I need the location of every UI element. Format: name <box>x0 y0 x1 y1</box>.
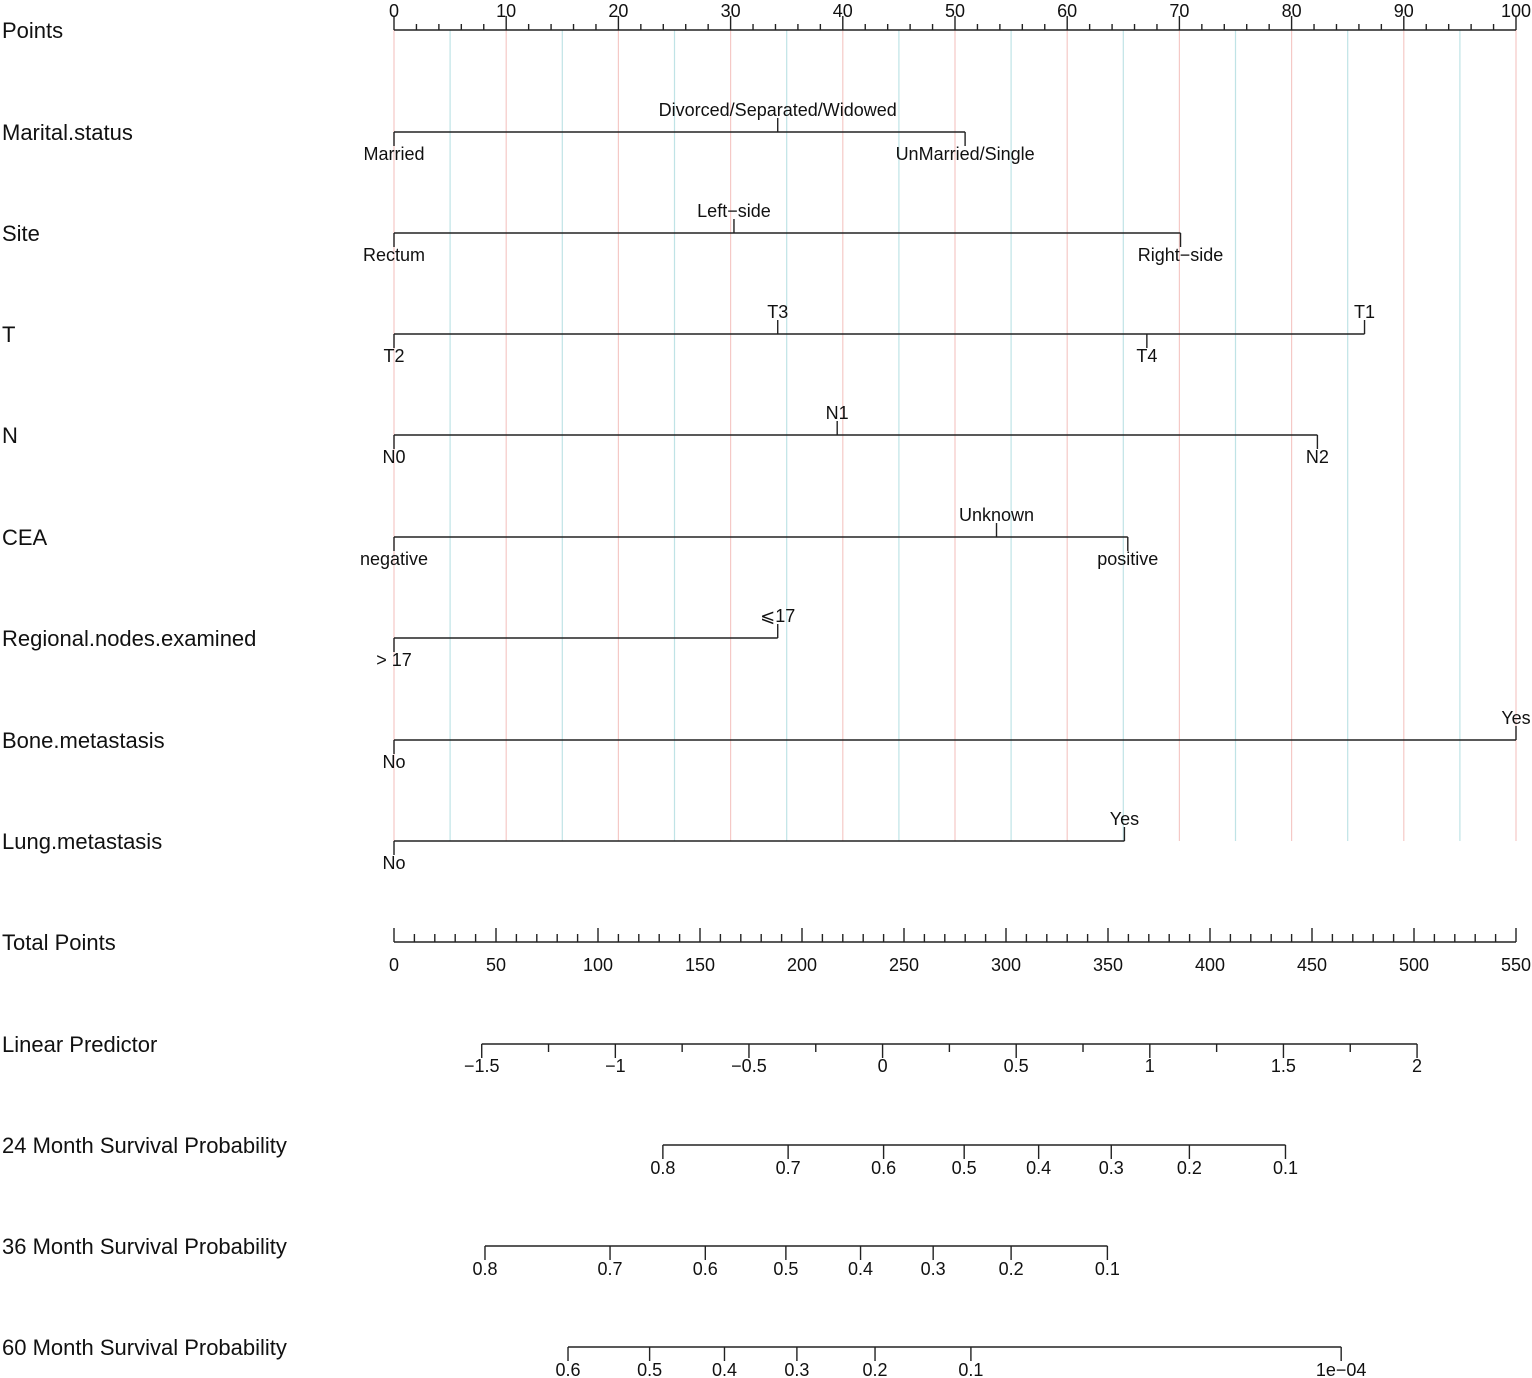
points-axis-tick-label: 90 <box>1393 1 1414 21</box>
variable-level-label: UnMarried/Single <box>895 144 1035 164</box>
variable-label: Bone.metastasis <box>2 728 165 753</box>
linear-predictor-tick-label: −1 <box>605 1056 626 1076</box>
variable-label: Marital.status <box>2 120 133 145</box>
variable-level-label: No <box>382 853 406 873</box>
points-axis-tick-label: 10 <box>496 1 517 21</box>
variable-level-label: Rectum <box>362 245 426 265</box>
linear-predictor-tick-label: −0.5 <box>731 1056 767 1076</box>
total-points-tick-label: 550 <box>1500 955 1532 975</box>
total-points-tick-label: 400 <box>1194 955 1226 975</box>
total-points-tick-label: 100 <box>582 955 614 975</box>
total-points-tick-label: 50 <box>485 955 507 975</box>
linear-predictor-tick-label: 0 <box>877 1056 888 1076</box>
survival-axis-tick-label: 0.2 <box>862 1360 888 1378</box>
points-axis-tick-label: 0 <box>388 1 400 21</box>
variable-label: N <box>2 423 18 448</box>
variable-level-label: Divorced/Separated/Widowed <box>658 100 897 120</box>
variable-level-label: N1 <box>825 403 849 423</box>
points-axis-tick-label: 30 <box>720 1 741 21</box>
variable-label: T <box>2 322 16 347</box>
variable-level-label: positive <box>1097 549 1159 569</box>
survival-axis-tick-label: 0.7 <box>597 1259 623 1279</box>
linear-predictor-tick-label: 2 <box>1412 1056 1423 1076</box>
survival-axis-tick-label: 0.4 <box>848 1259 874 1279</box>
survival-axis-tick-label: 0.3 <box>784 1360 810 1378</box>
survival-axis-tick-label: 0.3 <box>920 1259 946 1279</box>
total-points-tick-label: 500 <box>1398 955 1430 975</box>
survival-axis-label: 36 Month Survival Probability <box>2 1234 287 1259</box>
survival-axis-tick-label: 0.3 <box>1098 1158 1124 1178</box>
variable-level-label: ⩽17 <box>760 606 796 626</box>
points-axis-tick-label: 100 <box>1500 1 1532 21</box>
variable-level-label: Married <box>363 144 425 164</box>
linear-predictor-tick-label: 0.5 <box>1003 1056 1029 1076</box>
total-points-tick-label: 200 <box>786 955 818 975</box>
survival-axis-tick-label: 0.1 <box>1272 1158 1298 1178</box>
total-points-axis-label: Total Points <box>2 930 116 955</box>
variable-level-label: Yes <box>1109 809 1140 829</box>
variable-label: Site <box>2 221 40 246</box>
variable-level-label: N2 <box>1305 447 1329 467</box>
variable-label: Lung.metastasis <box>2 829 163 854</box>
variable-level-label: > 17 <box>376 650 412 670</box>
variable-level-label: T3 <box>767 302 789 322</box>
points-axis-tick-label: 60 <box>1057 1 1078 21</box>
total-points-tick-label: 450 <box>1296 955 1328 975</box>
total-points-tick-label: 300 <box>990 955 1022 975</box>
survival-axis-tick-label: 0.7 <box>775 1158 801 1178</box>
total-points-tick-label: 150 <box>684 955 716 975</box>
points-axis-tick-label: 40 <box>832 1 853 21</box>
total-points-tick-label: 250 <box>888 955 920 975</box>
points-axis-label: Points <box>2 18 64 43</box>
survival-axis-tick-label: 0.1 <box>1094 1259 1120 1279</box>
variable-level-label: Unknown <box>958 505 1035 525</box>
survival-axis-tick-label: 0.8 <box>472 1259 498 1279</box>
survival-axis-label: 24 Month Survival Probability <box>2 1133 287 1158</box>
total-points-tick-label: 0 <box>388 955 400 975</box>
survival-axis-tick-label: 0.5 <box>637 1360 663 1378</box>
survival-axis-tick-label: 0.6 <box>555 1360 581 1378</box>
variable-level-label: T4 <box>1136 346 1158 366</box>
survival-axis-tick-label: 0.6 <box>692 1259 718 1279</box>
linear-predictor-tick-label: 1.5 <box>1270 1056 1296 1076</box>
survival-axis-tick-label: 0.2 <box>1176 1158 1202 1178</box>
variable-label: CEA <box>2 525 48 550</box>
variable-label: Regional.nodes.examined <box>2 626 257 651</box>
survival-axis-tick-label: 1e−04 <box>1315 1360 1367 1378</box>
survival-axis-tick-label: 0.1 <box>958 1360 984 1378</box>
linear-predictor-tick-label: 1 <box>1144 1056 1155 1076</box>
survival-axis-tick-label: 0.5 <box>773 1259 799 1279</box>
variable-level-label: negative <box>359 549 429 569</box>
total-points-tick-label: 350 <box>1092 955 1124 975</box>
points-axis-tick-label: 80 <box>1281 1 1302 21</box>
survival-axis-tick-label: 0.2 <box>998 1259 1024 1279</box>
variable-level-label: No <box>382 752 406 772</box>
variable-level-label: Right−side <box>1137 245 1224 265</box>
survival-axis-tick-label: 0.4 <box>711 1360 737 1378</box>
survival-axis-tick-label: 0.5 <box>951 1158 977 1178</box>
variable-level-label: N0 <box>382 447 406 467</box>
points-axis-tick-label: 70 <box>1169 1 1190 21</box>
variable-level-label: Yes <box>1501 708 1531 728</box>
variable-level-label: Left−side <box>697 201 771 221</box>
points-axis-tick-label: 20 <box>608 1 629 21</box>
survival-axis-tick-label: 0.4 <box>1026 1158 1052 1178</box>
survival-axis-tick-label: 0.6 <box>871 1158 897 1178</box>
variable-level-label: T2 <box>383 346 405 366</box>
linear-predictor-tick-label: −1.5 <box>463 1056 500 1076</box>
points-axis-tick-label: 50 <box>944 1 966 21</box>
survival-axis-tick-label: 0.8 <box>650 1158 676 1178</box>
survival-axis-label: 60 Month Survival Probability <box>2 1335 287 1360</box>
linear-predictor-axis-label: Linear Predictor <box>2 1032 158 1057</box>
variable-level-label: T1 <box>1354 302 1376 322</box>
